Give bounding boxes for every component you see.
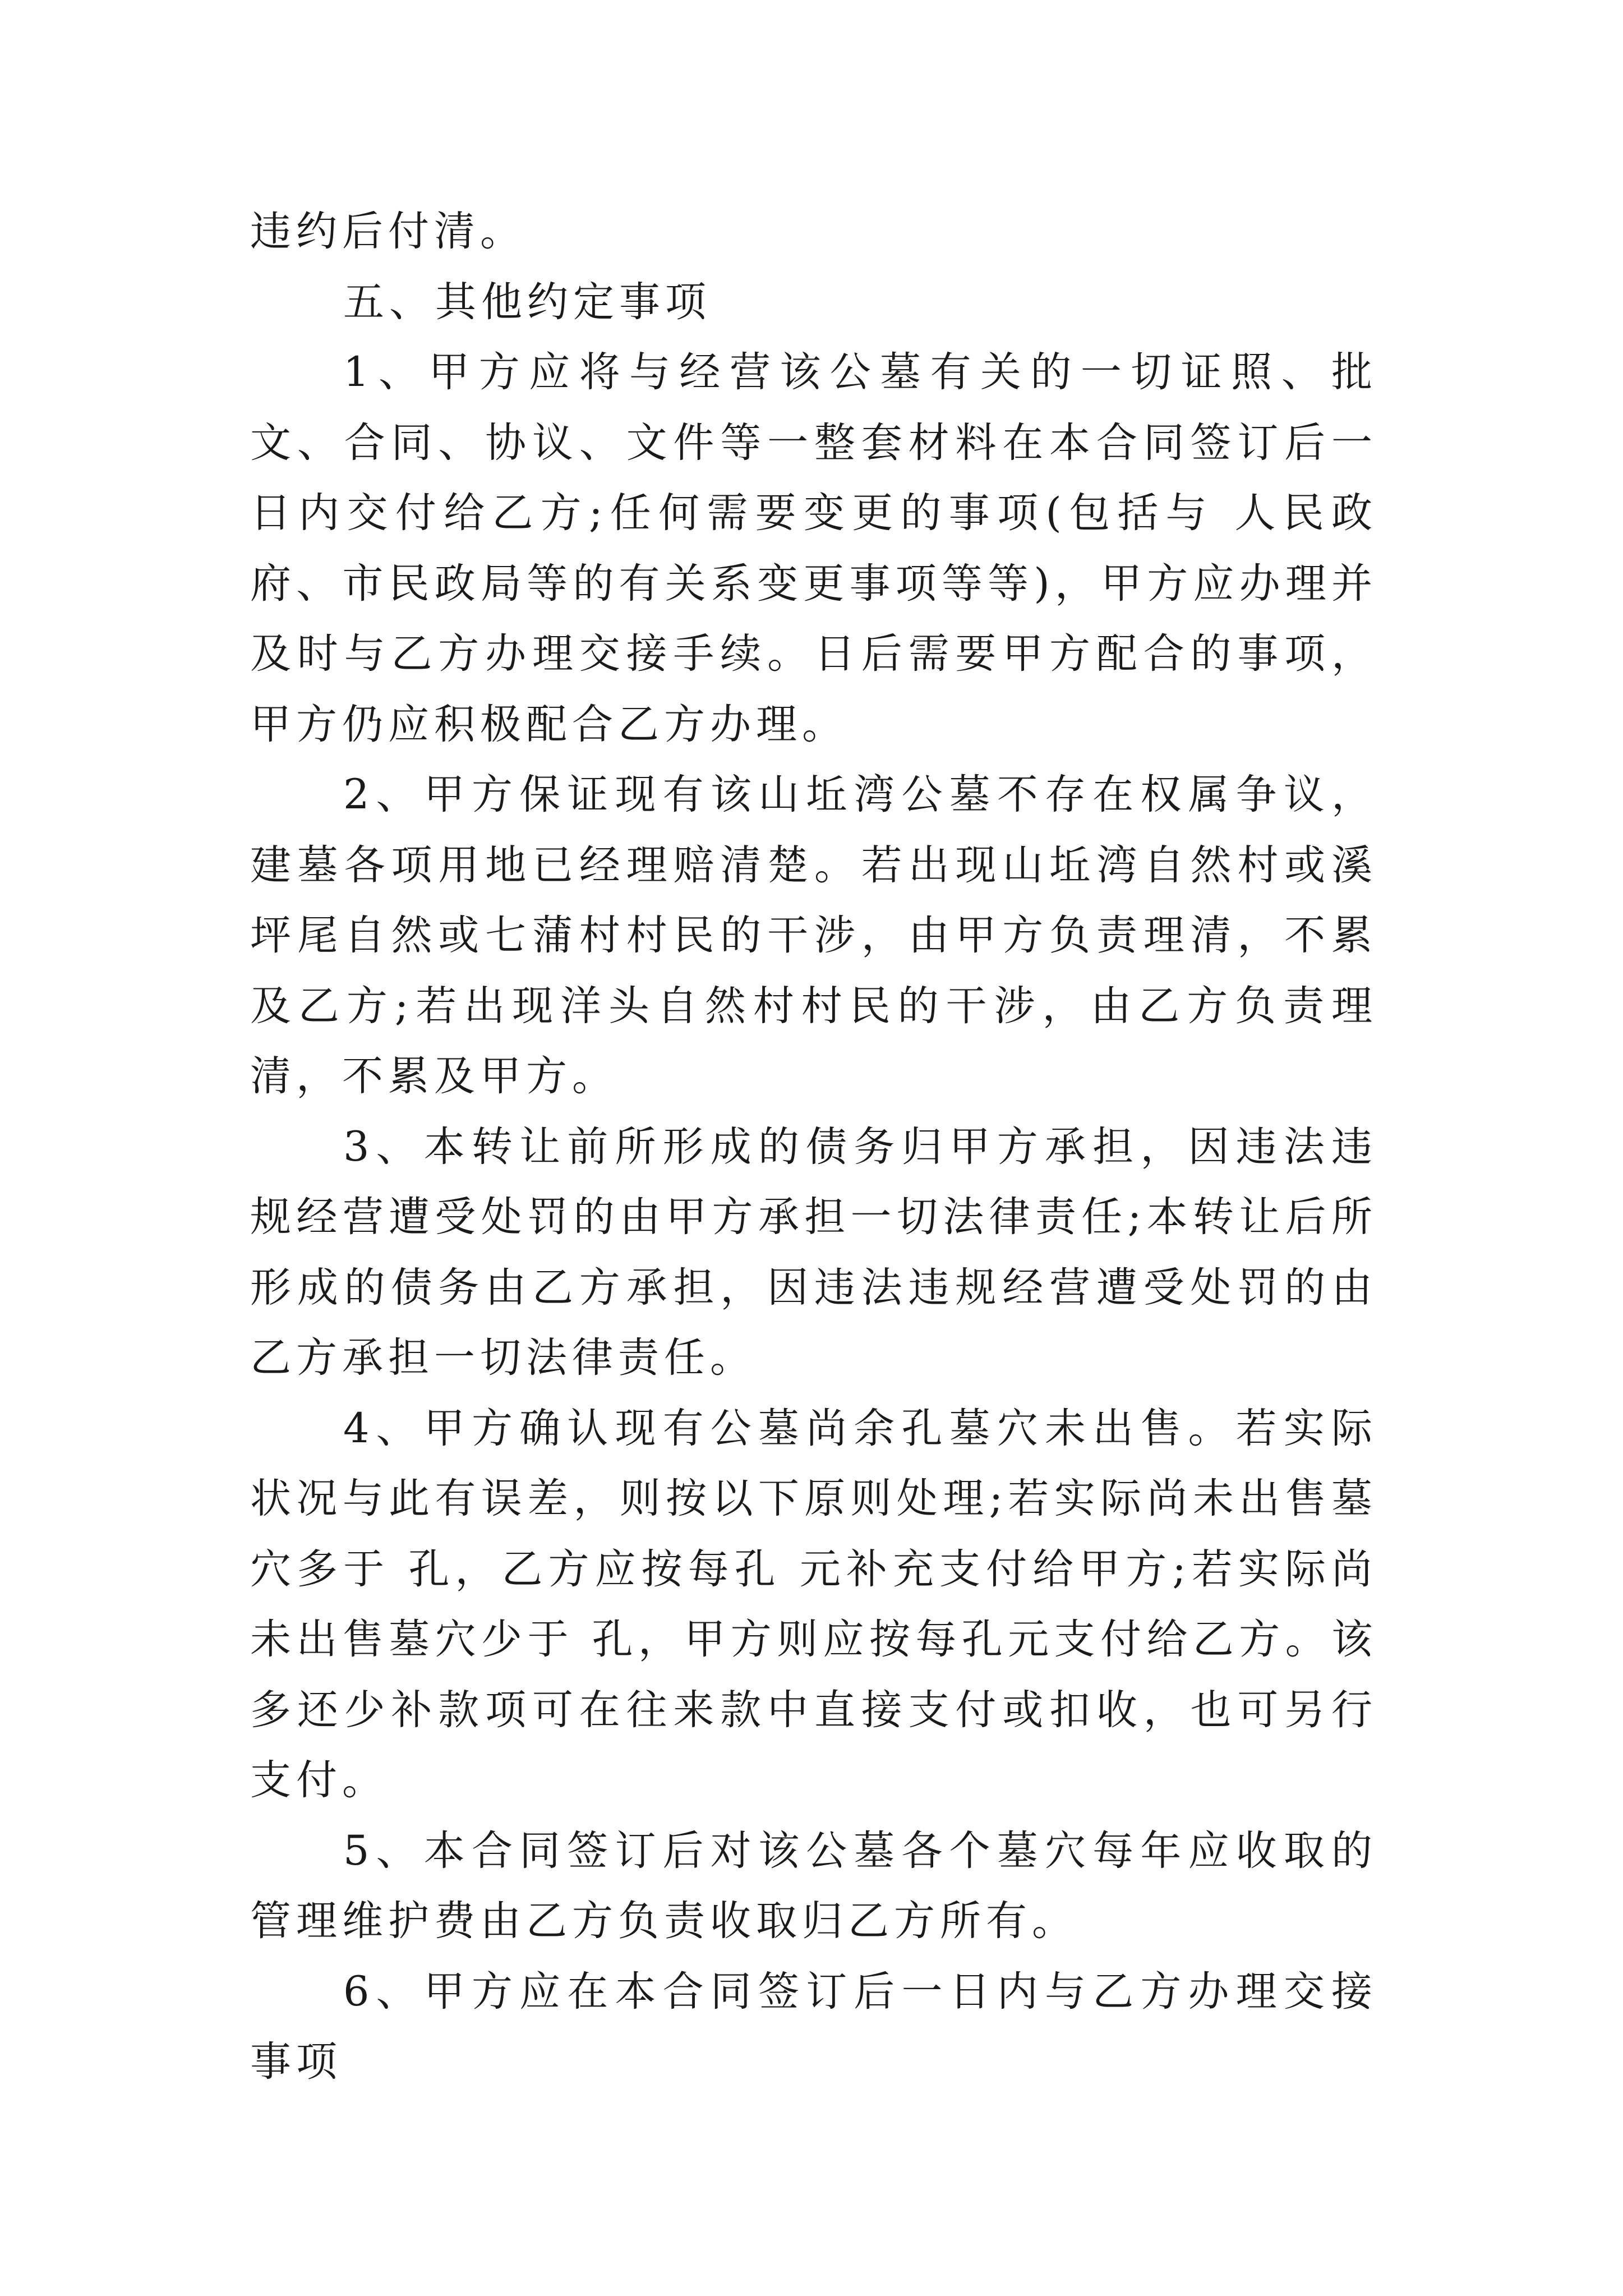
clause-2: 2、甲方保证现有该山坵湾公墓不存在权属争议，建墓各项用地已经理赔清楚。若出现山坵湾自然村或溪坪尾自然或七蒲村村民的干涉，由甲方负责理清，不累及乙方;若出现洋头自然村村民的干涉，由乙方负责理清，不累及甲方。 (250, 771, 1377, 1100)
clause-5: 5、本合同签订后对该公墓各个墓穴每年应收取的管理维护费由乙方负责收取归乙方所有。 (250, 1826, 1377, 1945)
clause-6: 6、甲方应在本合同签订后一日内与乙方办理交接事项 (250, 1967, 1377, 2086)
section-heading-other-matters: 五、其他约定事项 (343, 278, 711, 326)
clause-3: 3、本转让前所形成的债务归甲方承担，因违法违规经营遭受处罚的由甲方承担一切法律责任;本转让后所形成的债务由乙方承担，因违法违规经营遭受处罚的由乙方承担一切法律责任。 (250, 1122, 1377, 1382)
paragraph-continuation: 违约后付清。 (250, 208, 526, 255)
clause-4: 4、甲方确认现有公墓尚余孔墓穴未出售。若实际状况与此有误差，则按以下原则处理;若实际尚未出售墓穴多于 孔，乙方应按每孔 元补充支付给甲方;若实际尚未出售墓穴少于 孔，甲方则应按每孔元支付给乙方。该多还少补款项可在往来款中直接支付或扣收，也可另行支付。 (250, 1404, 1377, 1804)
document-body (250, 196, 1377, 2097)
clause-1: 1、甲方应将与经营该公墓有关的一切证照、批文、合同、协议、文件等一整套材料在本合同签订后一日内交付给乙方;任何需要变更的事项(包括与 人民政府、市民政局等的有关系变更事项等等)，甲方应办理并及时与乙方办理交接手续。日后需要甲方配合的事项，甲方仍应积极配合乙方办理。 (250, 348, 1377, 748)
